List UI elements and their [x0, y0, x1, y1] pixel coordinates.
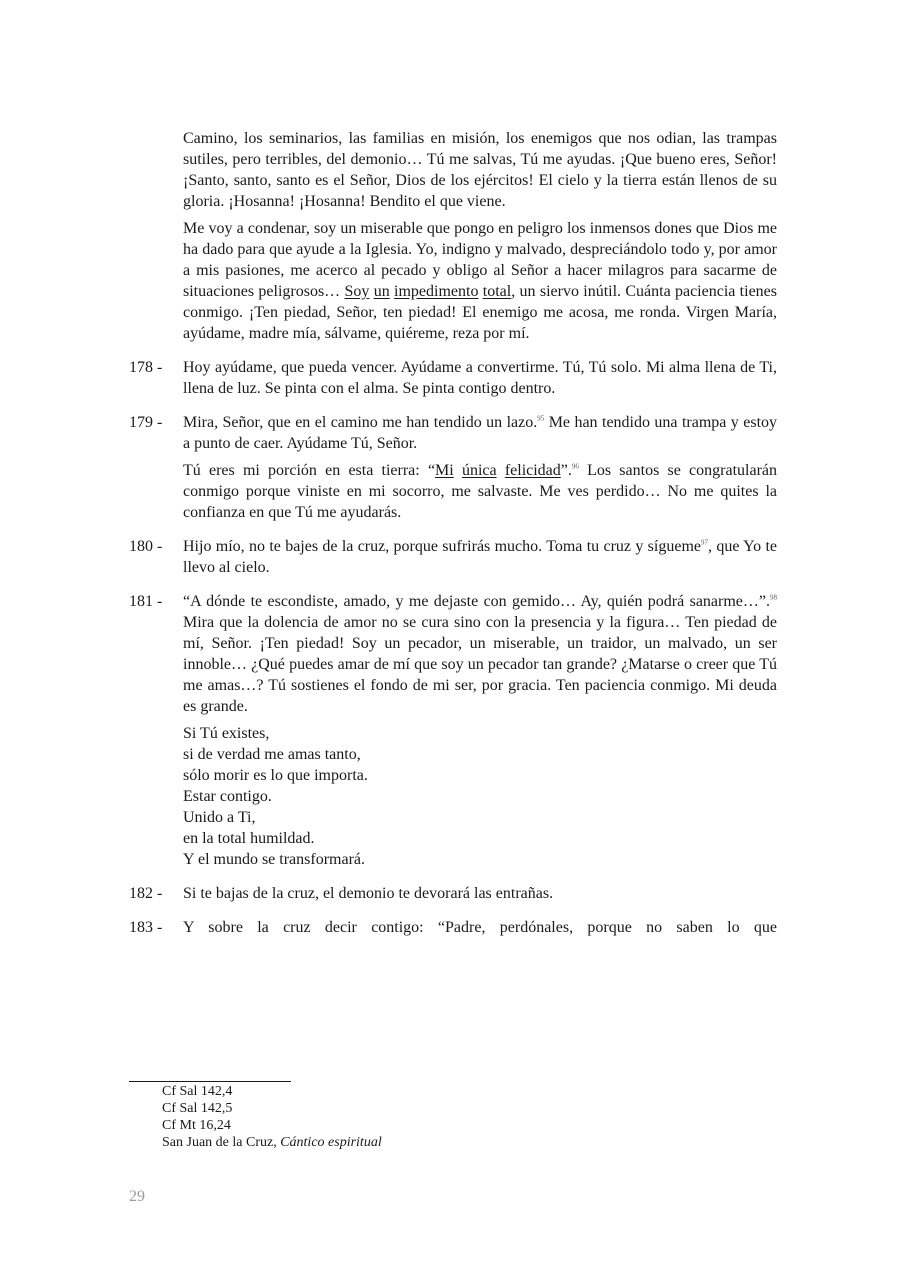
- entry-paragraph: Y sobre la cruz decir contigo: “Padre, perdónales, porque no saben lo que: [183, 919, 777, 936]
- text-run: “A dónde te escondiste, amado, y me dejaste con gemido… Ay, quién podrá sanarme…”.: [183, 593, 770, 610]
- text-run: Mira, Señor, que en el camino me han tendido un lazo.: [183, 414, 538, 431]
- footnote-ref: 97: [701, 538, 709, 547]
- entry-paragraph: [183, 591, 777, 717]
- main-text: [129, 128, 777, 938]
- footnotes: [162, 1083, 382, 1151]
- footnote: Cf Mt 16,24: [162, 1118, 231, 1133]
- text-run: Los santos se congratularán conmigo porque viniste en mi socorro, me salvaste. Me ves perdido… No me quites la confianza en que Tú me ayudarás.: [183, 462, 778, 521]
- underlined-word: felicidad: [504, 462, 561, 479]
- entry-text: [183, 591, 777, 870]
- footnote-title: Cántico espiritual: [280, 1135, 382, 1150]
- entry-paragraph: Hoy ayúdame, que pueda vencer. Ayúdame a convertirme. Tú, Tú solo. Mi alma llena de Ti, llena de luz. Se pinta con el alma. Se pinta contigo dentro.: [183, 359, 777, 397]
- entry-paragraph: Si te bajas de la cruz, el demonio te devorará las entrañas.: [183, 885, 554, 902]
- underlined-word: impedimento: [394, 283, 479, 300]
- entry-178: [129, 357, 777, 399]
- text-run: Me han tendido una trampa y estoy a punto de caer. Ayúdame Tú, Señor.: [183, 414, 778, 452]
- text-run: , un siervo inútil. Cuánta paciencia tienes conmigo. ¡Ten piedad, Señor, ten piedad! El enemigo me acosa, me ronda. Virgen María, ayúdame, madre mía, sálvame, quiéreme, reza por mí.: [183, 283, 778, 342]
- poem-line: Y el mundo se transformará.: [183, 851, 366, 868]
- text-run: Hijo mío, no te bajes de la cruz, porque sufrirás mucho. Toma tu cruz y sígueme: [183, 538, 702, 555]
- footnote: [162, 1134, 382, 1151]
- poem-line: si de verdad me amas tanto,: [183, 746, 361, 763]
- entry-number: 181 -: [129, 593, 163, 610]
- entry-paragraph: [183, 412, 777, 454]
- page-number: 29: [129, 1188, 145, 1205]
- footnote-separator: [129, 1081, 291, 1082]
- entry-paragraph: [183, 460, 777, 523]
- entry-text: [183, 536, 777, 578]
- continuation-paragraph-2: [183, 218, 777, 344]
- footnote: Cf Sal 142,5: [162, 1101, 233, 1116]
- entry-183: [129, 917, 777, 938]
- entry-number: 178 -: [129, 359, 163, 376]
- poem-line: Si Tú existes,: [183, 725, 270, 742]
- footnote-ref: 96: [571, 462, 579, 471]
- footnote-ref: 95: [537, 414, 545, 423]
- entry-text: [183, 883, 777, 904]
- text-run: ”.: [560, 462, 572, 479]
- underlined-word: Mi: [435, 462, 454, 479]
- entry-text: [183, 412, 777, 523]
- entry-182: [129, 883, 777, 904]
- underlined-word: Soy: [344, 283, 370, 300]
- entry-180: [129, 536, 777, 578]
- poem-line: sólo morir es lo que importa.: [183, 767, 368, 784]
- entry-number: 183 -: [129, 919, 163, 936]
- poem-line: Estar contigo.: [183, 788, 272, 805]
- poem: [183, 723, 777, 870]
- entry-paragraph: [183, 536, 777, 578]
- entry-number: 180 -: [129, 538, 163, 555]
- entry-number: 179 -: [129, 414, 163, 431]
- underlined-word: un: [373, 283, 390, 300]
- text-run: Me voy a condenar, soy un miserable que pongo en peligro los inmensos dones que Dios me ha dado para que ayude a la Iglesia. Yo, indigno y malvado, despreciándolo todo y, por amor a mis pasiones, me acerco al pecado y obligo al Señor a hacer milagros para sacarme de situaciones peligrosos…: [183, 220, 777, 300]
- entry-179: [129, 412, 777, 523]
- continuation-paragraph-1: Camino, los seminarios, las familias en misión, los enemigos que nos odian, las trampas sutiles, pero terribles, del demonio… Tú me salvas, Tú me ayudas. ¡Que bueno eres, Señor! ¡Santo, santo, santo es el Señor, Dios de los ejércitos! El cielo y la tierra están llenos de su gloria. ¡Hosanna! ¡Hosanna! Bendito el que viene.: [183, 130, 777, 210]
- text-run: Tú eres mi porción en esta tierra: “: [183, 462, 436, 479]
- footnote-author: San Juan de la Cruz,: [162, 1135, 281, 1150]
- underlined-word: total: [482, 283, 512, 300]
- entry-text: [183, 357, 777, 399]
- underlined-word: única: [461, 462, 497, 479]
- footnote: Cf Sal 142,4: [162, 1084, 233, 1099]
- text-run: Mira que la dolencia de amor no se cura sino con la presencia y la figura… Ten piedad de mí, Señor. ¡Ten piedad! Soy un pecador, un miserable, un traidor, un malvado, un ser innoble… ¿Qué puedes amar de mí que soy un pecador tan grande? ¿Matarse o creer que Tú me amas…? Tú sostienes el fondo de mi ser, por gracia. Ten paciencia conmigo. Mi deuda es grande.: [183, 614, 777, 715]
- entry-text: [183, 917, 777, 938]
- footnote-ref: 98: [770, 593, 777, 602]
- poem-line: Unido a Ti,: [183, 809, 256, 826]
- entry-number: 182 -: [129, 885, 163, 902]
- poem-line: en la total humildad.: [183, 830, 315, 847]
- text-run: , que Yo te llevo al cielo.: [183, 538, 778, 576]
- entry-181: [129, 591, 777, 870]
